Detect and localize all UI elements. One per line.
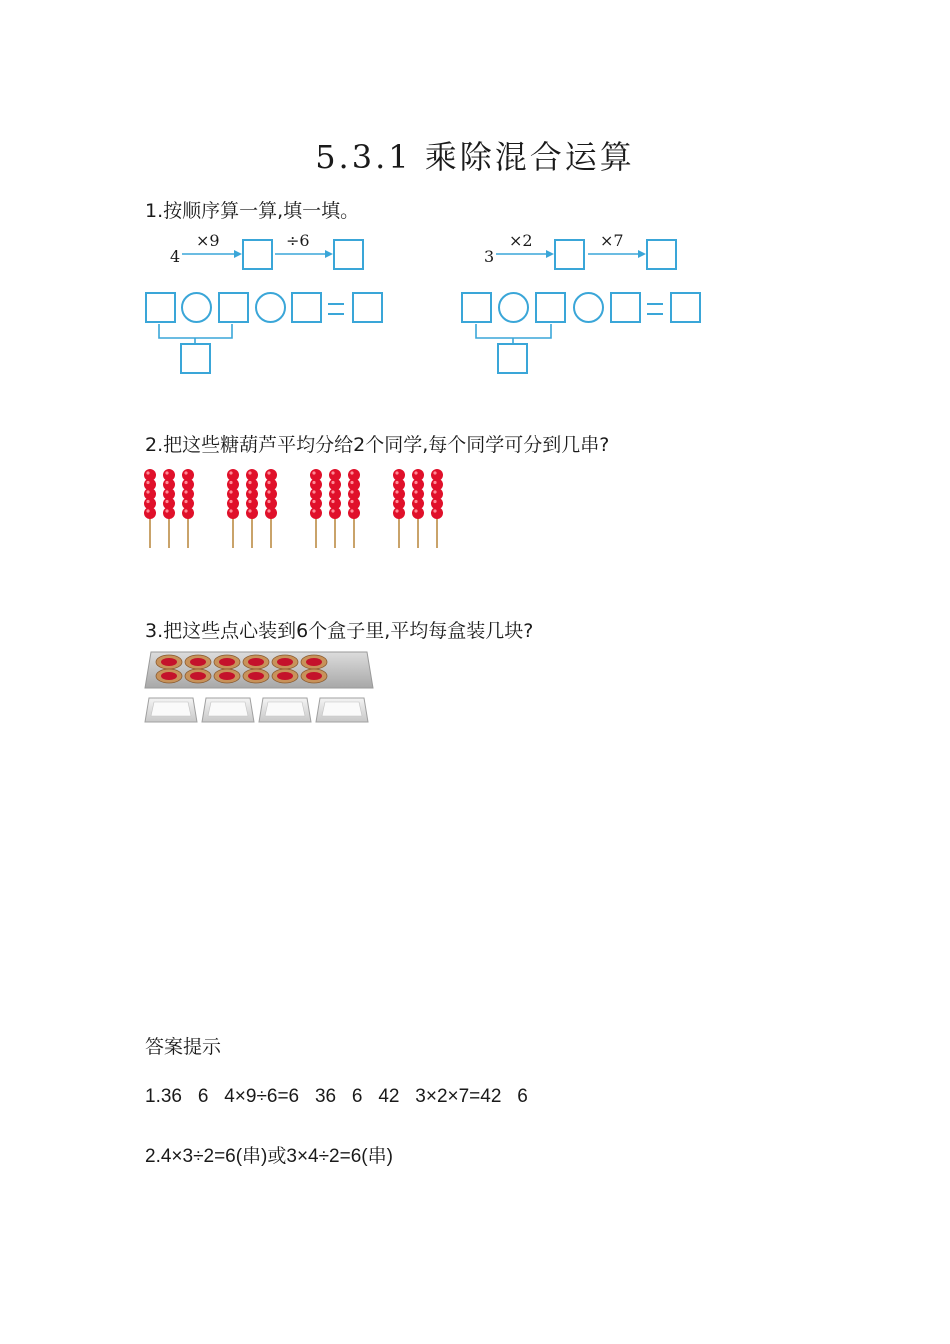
candy-highlight: [350, 481, 353, 484]
candy-ball: [163, 507, 175, 519]
q1-left-start-number: 4: [170, 247, 181, 266]
answer-1: 1.36 6 4×9÷6=6 36 6 42 3×2×7=42 6: [145, 1086, 528, 1107]
candy-highlight: [433, 481, 436, 484]
candy-ball: [182, 507, 194, 519]
candy-highlight: [331, 481, 334, 484]
candy-highlight: [395, 500, 398, 503]
candy-highlight: [267, 471, 270, 474]
q1-left-expr-box-3[interactable]: [291, 292, 322, 323]
candy-highlight: [433, 509, 436, 512]
answer-heading: 答案提示: [145, 1036, 222, 1058]
candy-highlight: [414, 481, 417, 484]
candy-highlight: [433, 471, 436, 474]
q1-left-expr-circle-1[interactable]: [181, 292, 212, 323]
page-title: 5.3.1 乘除混合运算: [315, 138, 635, 176]
candied-haws-illustration: [140, 466, 470, 551]
q1-left-arrow-2: [275, 248, 333, 260]
candy-highlight: [350, 490, 353, 493]
candy-highlight: [267, 481, 270, 484]
candy-highlight: [414, 500, 417, 503]
candy-highlight: [414, 509, 417, 512]
candy-highlight: [248, 481, 251, 484]
q1-left-expr-box-2[interactable]: [218, 292, 249, 323]
candy-highlight: [331, 490, 334, 493]
candy-highlight: [146, 509, 149, 512]
question-1-prompt: 1.按顺序算一算,填一填。: [145, 200, 360, 222]
q1-left-op1: ×9: [196, 231, 220, 250]
pastry-filling: [306, 672, 322, 680]
q1-right-arrow-1: [496, 248, 554, 260]
candy-ball: [246, 507, 258, 519]
empty-box-inner: [151, 702, 191, 716]
q1-left-op2: ÷6: [286, 231, 310, 250]
candy-highlight: [331, 500, 334, 503]
pastry-filling: [219, 658, 235, 666]
candy-highlight: [312, 471, 315, 474]
candy-highlight: [312, 490, 315, 493]
q1-right-intermediate-box[interactable]: [497, 343, 528, 374]
q1-right-answer-box-1[interactable]: [554, 239, 585, 270]
candy-highlight: [433, 490, 436, 493]
candy-ball: [310, 507, 322, 519]
candy-ball: [227, 507, 239, 519]
question-2-prompt: 2.把这些糖葫芦平均分给2个同学,每个同学可分到几串?: [145, 434, 610, 456]
candy-highlight: [184, 481, 187, 484]
candy-highlight: [229, 481, 232, 484]
candy-highlight: [331, 471, 334, 474]
candy-highlight: [184, 490, 187, 493]
q1-right-result-box[interactable]: [670, 292, 701, 323]
q1-right-expr-circle-2[interactable]: [573, 292, 604, 323]
q1-left-result-box[interactable]: [352, 292, 383, 323]
q1-right-op2: ×7: [600, 231, 624, 250]
candy-highlight: [146, 471, 149, 474]
candy-highlight: [229, 500, 232, 503]
pastry-filling: [190, 658, 206, 666]
candy-highlight: [165, 481, 168, 484]
q1-right-expr-box-2[interactable]: [535, 292, 566, 323]
q1-right-expr-box-3[interactable]: [610, 292, 641, 323]
candy-highlight: [229, 509, 232, 512]
pastry-tray-illustration: [145, 652, 380, 727]
candy-highlight: [331, 509, 334, 512]
q1-left-expr-box-1[interactable]: [145, 292, 176, 323]
candy-ball: [393, 507, 405, 519]
candy-highlight: [229, 490, 232, 493]
q1-left-answer-box-2[interactable]: [333, 239, 364, 270]
candy-highlight: [395, 481, 398, 484]
candy-highlight: [146, 481, 149, 484]
q1-left-intermediate-box[interactable]: [180, 343, 211, 374]
q1-left-answer-box-1[interactable]: [242, 239, 273, 270]
pastry-filling: [277, 672, 293, 680]
candy-highlight: [165, 509, 168, 512]
candy-highlight: [184, 509, 187, 512]
pastry-filling: [161, 672, 177, 680]
candy-highlight: [267, 490, 270, 493]
candy-highlight: [146, 490, 149, 493]
pastry-filling: [248, 672, 264, 680]
candy-highlight: [350, 500, 353, 503]
candy-ball: [265, 507, 277, 519]
candy-highlight: [267, 500, 270, 503]
q1-right-equals-sign: [647, 303, 663, 315]
q1-right-expr-box-1[interactable]: [461, 292, 492, 323]
q1-right-start-number: 3: [484, 247, 495, 266]
q1-left-expr-circle-2[interactable]: [255, 292, 286, 323]
candy-highlight: [165, 500, 168, 503]
pastry-filling: [161, 658, 177, 666]
empty-box-inner: [208, 702, 248, 716]
candy-ball: [329, 507, 341, 519]
candy-highlight: [248, 471, 251, 474]
empty-box-inner: [265, 702, 305, 716]
candy-highlight: [312, 500, 315, 503]
empty-box-inner: [322, 702, 362, 716]
candy-highlight: [433, 500, 436, 503]
answer-2: 2.4×3÷2=6(串)或3×4÷2=6(串): [145, 1146, 393, 1167]
q1-right-op1: ×2: [509, 231, 533, 250]
candy-ball: [431, 507, 443, 519]
candy-highlight: [312, 481, 315, 484]
candy-ball: [144, 507, 156, 519]
candy-highlight: [248, 490, 251, 493]
q1-left-arrow-1: [182, 248, 242, 260]
question-3-prompt: 3.把这些点心装到6个盒子里,平均每盒装几块?: [145, 620, 534, 642]
candy-highlight: [395, 490, 398, 493]
candy-highlight: [165, 490, 168, 493]
candy-highlight: [350, 509, 353, 512]
candy-highlight: [184, 500, 187, 503]
candy-highlight: [395, 471, 398, 474]
candy-highlight: [414, 490, 417, 493]
pastry-filling: [306, 658, 322, 666]
candy-highlight: [146, 500, 149, 503]
candy-highlight: [184, 471, 187, 474]
candy-highlight: [165, 471, 168, 474]
candy-ball: [348, 507, 360, 519]
candy-ball: [412, 507, 424, 519]
candy-highlight: [414, 471, 417, 474]
q1-right-expr-circle-1[interactable]: [498, 292, 529, 323]
pastry-filling: [277, 658, 293, 666]
pastry-filling: [248, 658, 264, 666]
candy-highlight: [312, 509, 315, 512]
candy-highlight: [267, 509, 270, 512]
pastry-filling: [219, 672, 235, 680]
candy-highlight: [229, 471, 232, 474]
candy-highlight: [350, 471, 353, 474]
pastry-filling: [190, 672, 206, 680]
candy-highlight: [395, 509, 398, 512]
q1-right-answer-box-2[interactable]: [646, 239, 677, 270]
candy-highlight: [248, 509, 251, 512]
q1-right-arrow-2: [588, 248, 646, 260]
candy-highlight: [248, 500, 251, 503]
q1-left-equals-sign: [328, 303, 344, 315]
